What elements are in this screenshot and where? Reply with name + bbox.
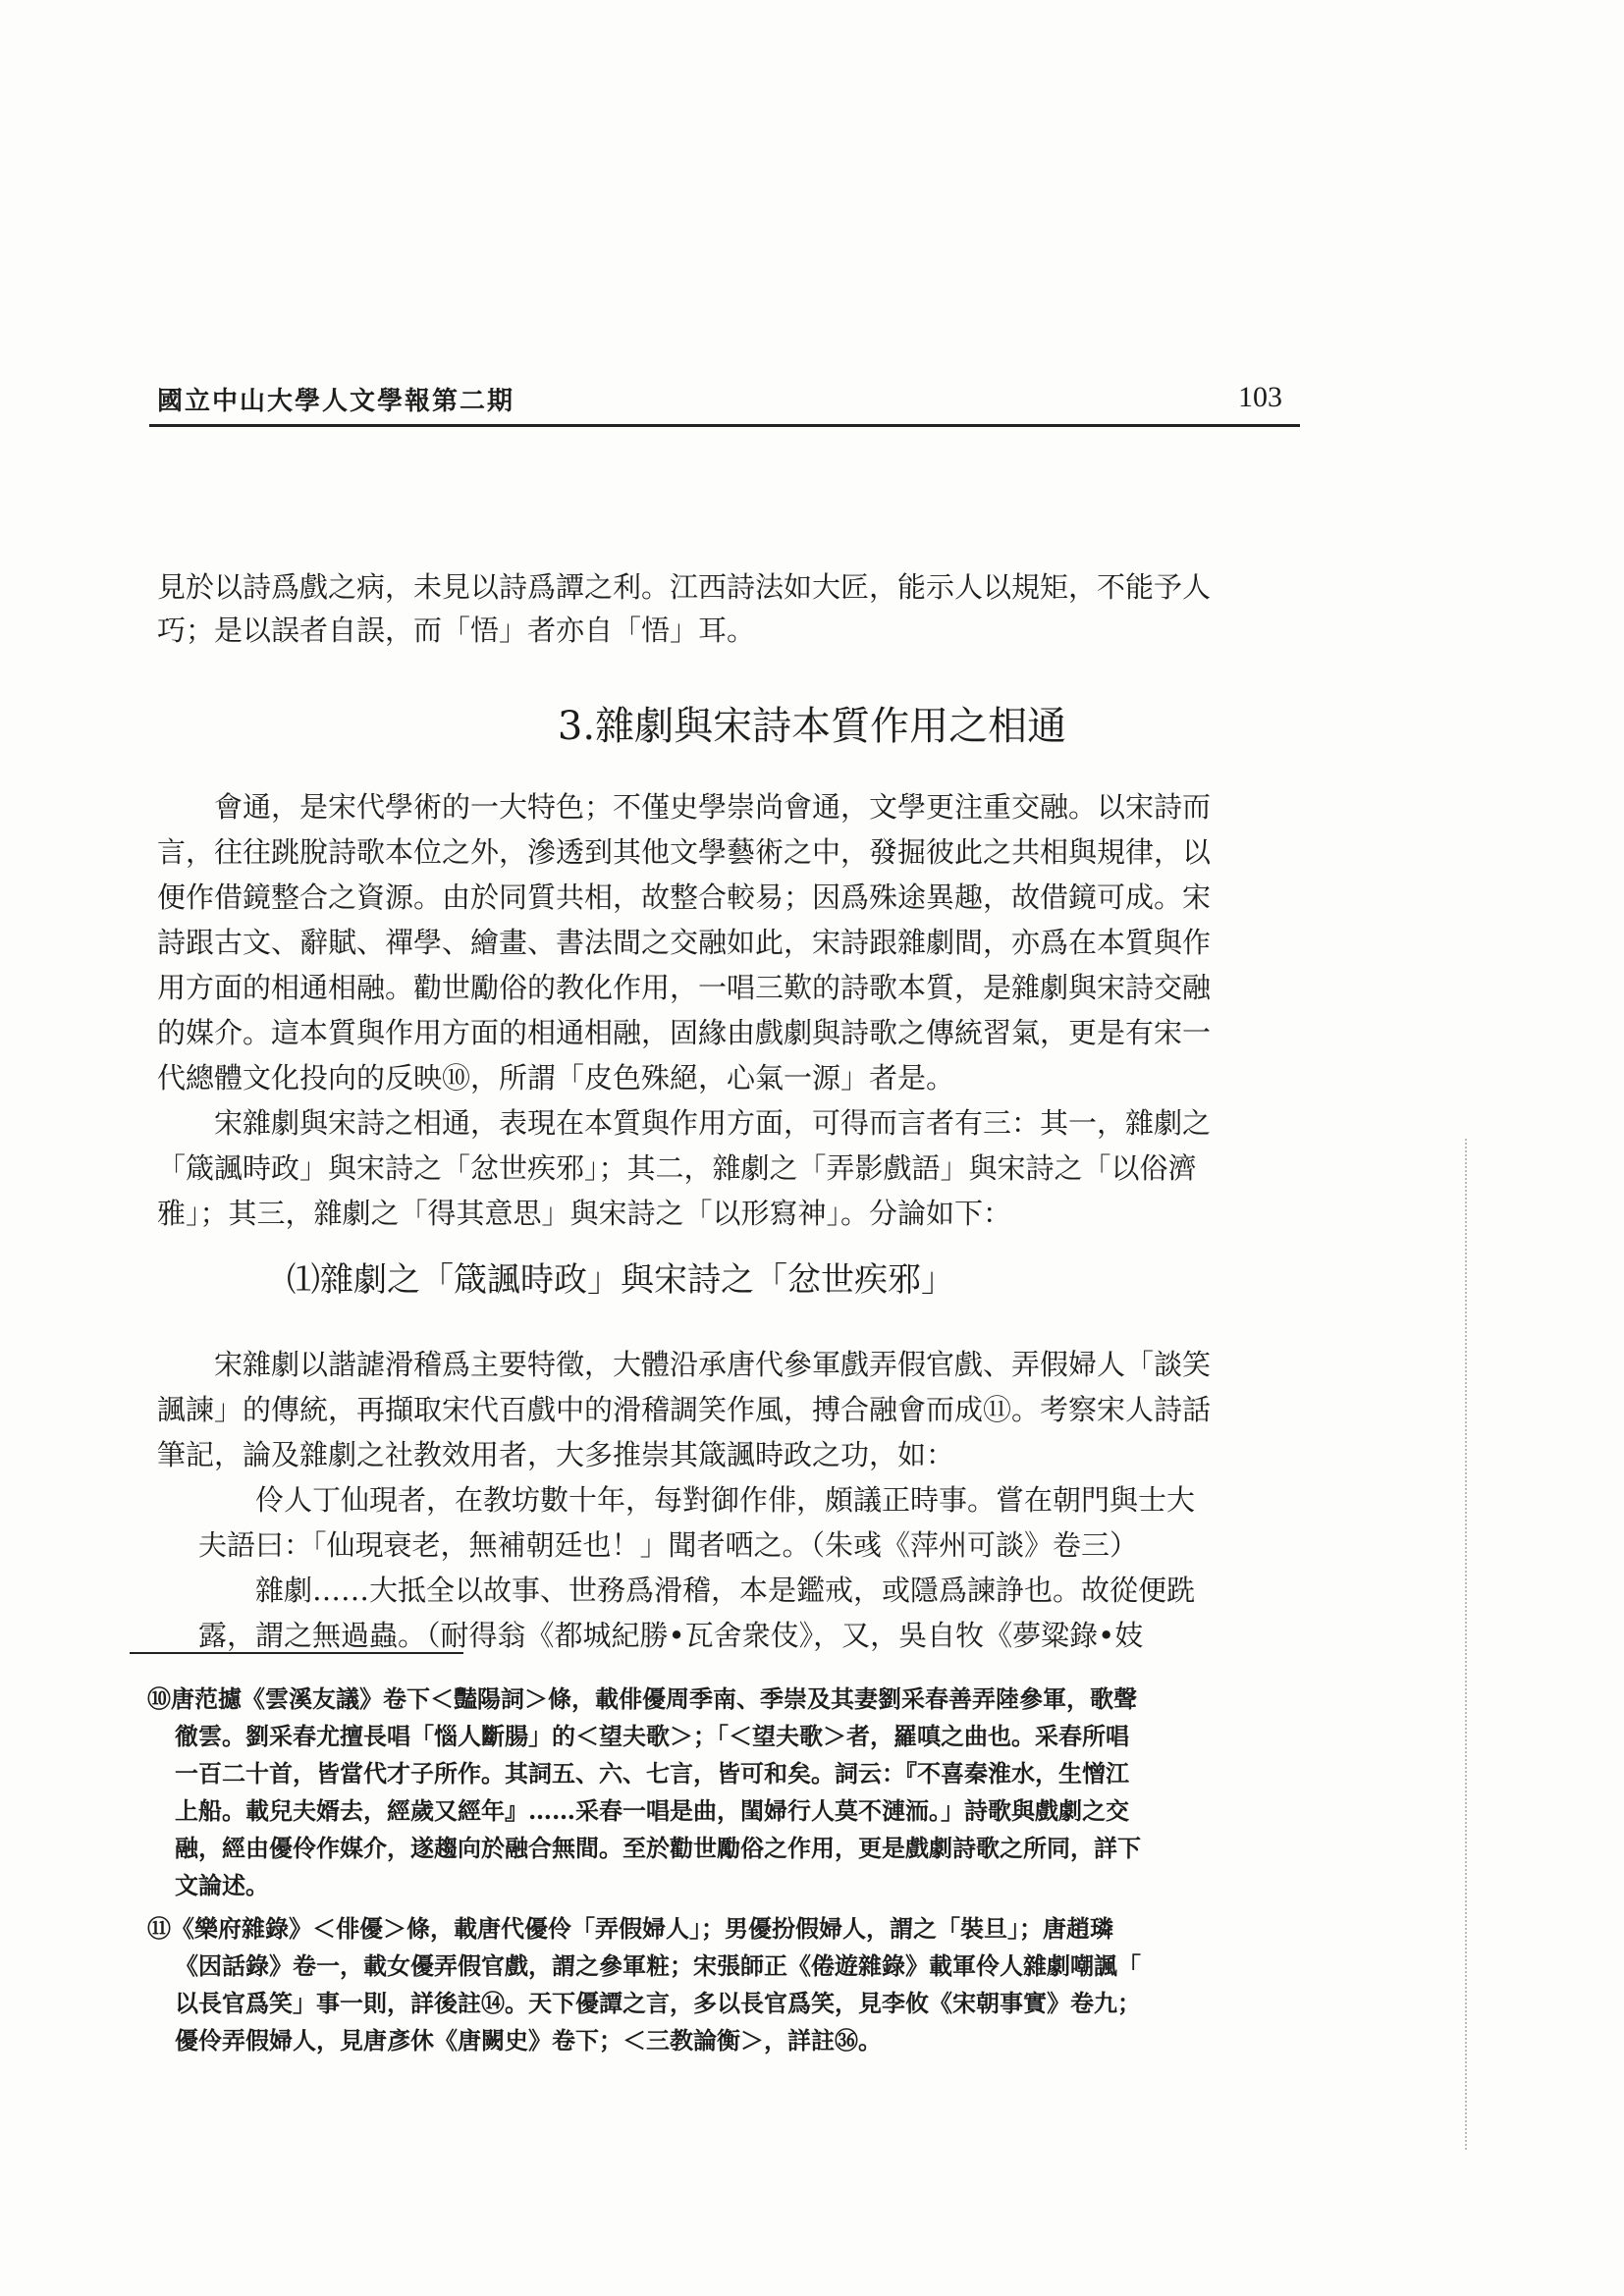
body-line: 的媒介。這本質與作用方面的相通相融，固緣由戲劇與詩歌之傳統習氣，更是有宋一: [157, 1016, 1212, 1049]
section-title: 3.雜劇與宋詩本質作用之相通: [557, 704, 1067, 749]
body-line: 雅」；其三，雜劇之「得其意思」與宋詩之「以形寫神」。分論如下：: [157, 1197, 1012, 1230]
body-line: 筆記，論及雜劇之社教效用者，大多推崇其箴諷時政之功，如：: [157, 1438, 955, 1471]
block-quote-line: 雜劇……大抵全以故事、世務爲滑稽，本是鑑戒，或隱爲諫諍也。故從便跣: [255, 1574, 1196, 1607]
body-line: 見於以詩爲戲之病，未見以詩爲譚之利。江西詩法如大匠，能示人以規矩，不能予人: [157, 570, 1212, 604]
body-line: 用方面的相通相融。勸世勵俗的教化作用，一唱三歎的詩歌本質，是雜劇與宋詩交融: [157, 971, 1212, 1004]
running-header: [149, 381, 1300, 427]
block-quote-line: 露，謂之無過蟲。（耐得翁《都城紀勝•瓦舍衆伎》，又，吳自牧《夢粱錄•妓: [198, 1619, 1144, 1652]
footnote-divider: [130, 1652, 463, 1654]
footnote-60-line: 文論述。: [175, 1871, 269, 1899]
footnote-60-line: 上船。載兒夫婿去，經歲又經年』……采春一唱是曲，閨婦行人莫不漣洏。」詩歌與戲劇之交: [175, 1796, 1129, 1825]
footnote-61-line: 《因話錄》卷一，載女優弄假官戲，謂之參軍粧；宋張師正《倦遊雜錄》載軍伶人雜劇嘲諷「: [175, 1951, 1141, 1980]
footnote-61-line: 優伶弄假婦人，見唐彥休《唐闕史》卷下；＜三教論衡＞，詳註㊱。: [175, 2026, 882, 2055]
scan-margin-artifact: [1465, 1139, 1467, 2150]
subsection-title: ⑴雜劇之「箴諷時政」與宋詩之「忿世疾邪」: [287, 1260, 954, 1300]
body-line: 會通，是宋代學術的一大特色；不僅史學崇尚會通，文學更注重交融。以宋詩而: [214, 790, 1212, 824]
block-quote-line: 夫語曰：「仙現衰老，無補朝廷也！」聞者哂之。（朱彧《萍州可談》卷三）: [198, 1528, 1139, 1562]
body-line: 巧；是以誤者自誤，而「悟」者亦自「悟」耳。: [157, 614, 756, 647]
footnote-61-line: 以長官爲笑」事一則，詳後註⑭。天下優譚之言，多以長官爲笑，見李攸《宋朝事實》卷九；: [175, 1989, 1141, 2017]
body-line: 「箴諷時政」與宋詩之「忿世疾邪」；其二，雜劇之「弄影戲語」與宋詩之「以俗濟: [157, 1151, 1197, 1185]
body-line: 代總體文化投向的反映⑩，所謂「皮色殊絕，心氣一源」者是。: [157, 1061, 955, 1095]
body-line: 諷諫」的傳統，再擷取宋代百戲中的滑稽調笑作風，搏合融會而成⑪。考察宋人詩話: [157, 1393, 1212, 1426]
body-line: 便作借鏡整合之資源。由於同質共相，故整合較易；因爲殊途異趣，故借鏡可成。宋: [157, 881, 1212, 914]
footnote-60-line: ⑩唐范攄《雲溪友議》卷下＜豔陽詞＞條，載俳優周季南、季崇及其妻劉采春善弄陸參軍，歌聲: [147, 1684, 1137, 1713]
journal-title: 國立中山大學人文學報第二期: [157, 387, 515, 416]
footnote-60-line: 一百二十首，皆當代才子所作。其詞五、六、七言，皆可和矣。詞云：『不喜秦淮水，生憎江: [175, 1759, 1129, 1788]
page-number: 103: [1238, 381, 1282, 413]
body-line: 詩跟古文、辭賦、禪學、繪畫、書法間之交融如此，宋詩跟雜劇間，亦爲在本質與作: [157, 926, 1212, 959]
footnote-60-line: 徹雲。劉采春尤擅長唱「惱人斷腸」的＜望夫歌＞；「＜望夫歌＞者，羅嗔之曲也。采春所唱: [175, 1722, 1129, 1750]
block-quote-line: 伶人丁仙現者，在教坊數十年，每對御作俳，頗議正時事。嘗在朝門與士大: [255, 1483, 1196, 1517]
body-line: 言，往往跳脫詩歌本位之外，滲透到其他文學藝術之中，發掘彼此之共相與規律，以: [157, 835, 1212, 869]
body-line: 宋雜劇與宋詩之相通，表現在本質與作用方面，可得而言者有三：其一，雜劇之: [214, 1106, 1212, 1140]
body-line: 宋雜劇以諧謔滑稽爲主要特徵，大體沿承唐代參軍戲弄假官戲、弄假婦人「談笑: [214, 1348, 1212, 1381]
footnote-61-line: ⑪《樂府雜錄》＜俳優＞條，載唐代優伶「弄假婦人」；男優扮假婦人，謂之「裝旦」；唐趙璘: [147, 1914, 1113, 1943]
footnote-60-line: 融，經由優伶作媒介，遂趨向於融合無間。至於勸世勵俗之作用，更是戲劇詩歌之所同，詳下: [175, 1834, 1141, 1862]
